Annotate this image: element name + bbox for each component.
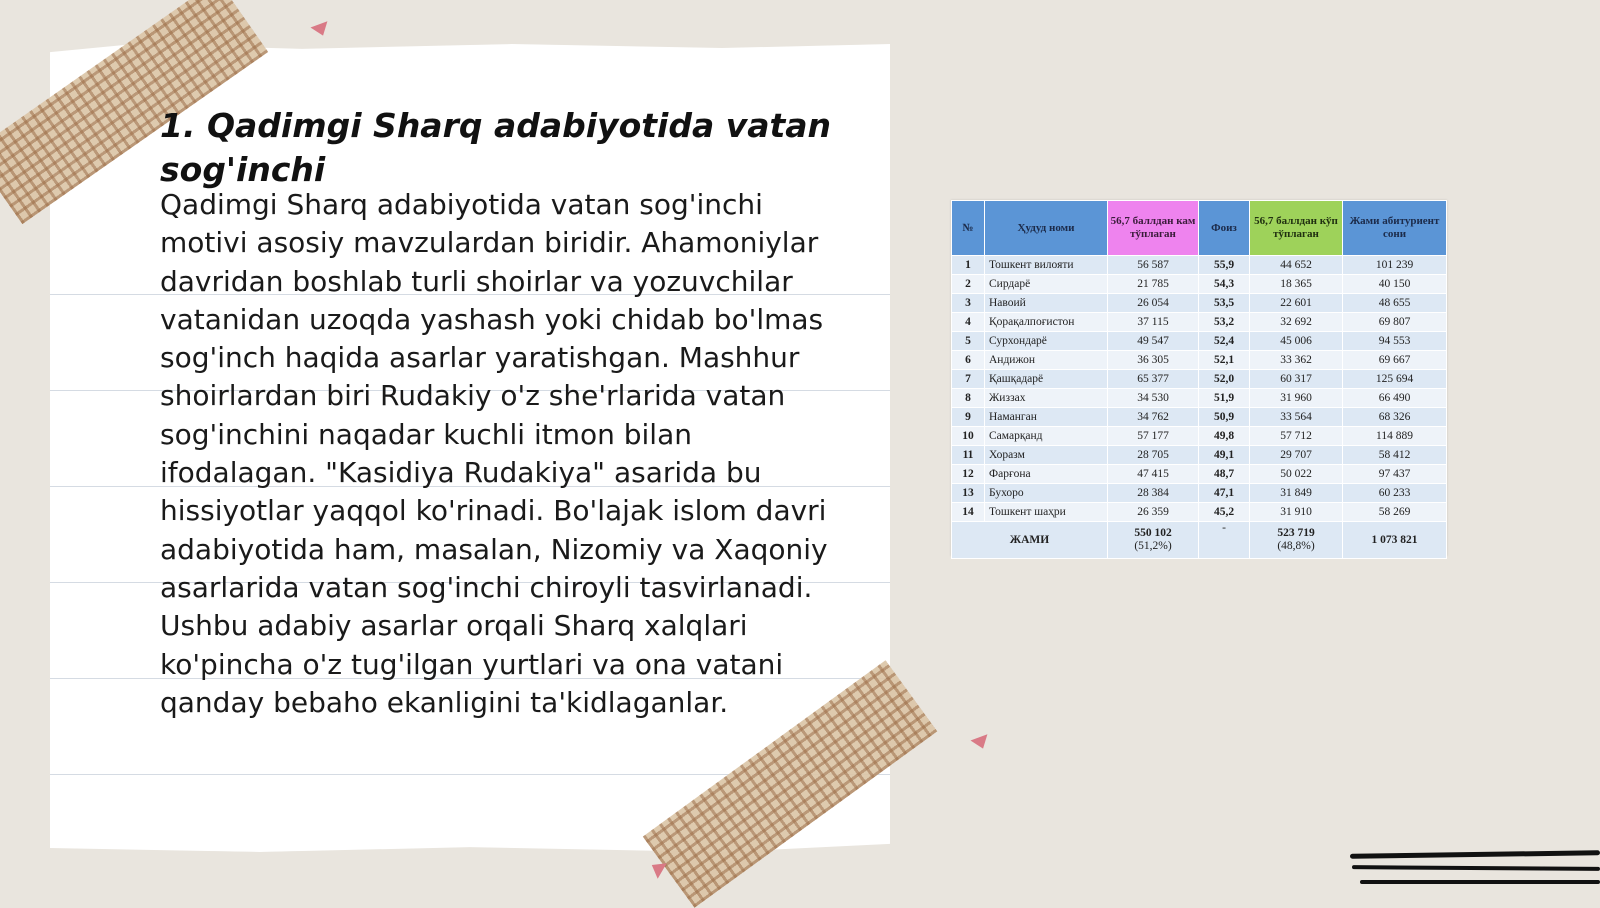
cell-region: Тошкент шаҳри (985, 503, 1108, 522)
table-row (952, 294, 1447, 313)
table-row (952, 256, 1447, 275)
table-row (952, 389, 1447, 408)
cell-total: 58 269 (1343, 503, 1447, 522)
cell-total: 114 889 (1343, 427, 1447, 446)
brush-stroke-decoration (1352, 865, 1600, 871)
cell-above: 31 910 (1250, 503, 1343, 522)
cell-num: 8 (952, 389, 985, 408)
cell-below: 34 762 (1108, 408, 1199, 427)
header-region: Ҳудуд номи (985, 201, 1108, 256)
cell-total: 60 233 (1343, 484, 1447, 503)
cell-avg: 52,0 (1199, 370, 1250, 389)
cell-above: 18 365 (1250, 275, 1343, 294)
cell-above: 22 601 (1250, 294, 1343, 313)
cell-avg: 52,4 (1199, 332, 1250, 351)
total-total: 1 073 821 (1343, 522, 1447, 559)
table-row (952, 446, 1447, 465)
total-below-pct: (51,2%) (1134, 540, 1172, 552)
cell-above: 29 707 (1250, 446, 1343, 465)
table-header-row (952, 201, 1447, 256)
table-row (952, 351, 1447, 370)
cell-num: 12 (952, 465, 985, 484)
cell-region: Хоразм (985, 446, 1108, 465)
cell-region: Қорақалпоғистон (985, 313, 1108, 332)
cell-total: 97 437 (1343, 465, 1447, 484)
header-above: 56,7 баллдан кўп тўплаган (1250, 201, 1343, 256)
cell-region: Андижон (985, 351, 1108, 370)
table-row (952, 332, 1447, 351)
cell-region: Сурхондарё (985, 332, 1108, 351)
cell-num: 3 (952, 294, 985, 313)
cell-avg: 53,2 (1199, 313, 1250, 332)
cell-num: 5 (952, 332, 985, 351)
cell-region: Фарғона (985, 465, 1108, 484)
header-num: № (952, 201, 985, 256)
cell-below: 34 530 (1108, 389, 1199, 408)
cell-above: 45 006 (1250, 332, 1343, 351)
cell-avg: 50,9 (1199, 408, 1250, 427)
cell-num: 9 (952, 408, 985, 427)
table-row (952, 465, 1447, 484)
header-total: Жами абитуриент сони (1343, 201, 1447, 256)
cell-below: 56 587 (1108, 256, 1199, 275)
table-row (952, 370, 1447, 389)
cell-avg: 54,3 (1199, 275, 1250, 294)
cell-avg: 49,1 (1199, 446, 1250, 465)
cell-num: 11 (952, 446, 985, 465)
cell-below: 57 177 (1108, 427, 1199, 446)
statistics-table (951, 200, 1447, 559)
cell-region: Тошкент вилояти (985, 256, 1108, 275)
table-row (952, 484, 1447, 503)
cell-total: 125 694 (1343, 370, 1447, 389)
table-row (952, 313, 1447, 332)
table-total-row (952, 522, 1447, 559)
cell-above: 50 022 (1250, 465, 1343, 484)
cell-total: 101 239 (1343, 256, 1447, 275)
cell-region: Қашқадарё (985, 370, 1108, 389)
cell-above: 60 317 (1250, 370, 1343, 389)
table-row (952, 275, 1447, 294)
cell-avg: 55,9 (1199, 256, 1250, 275)
cell-num: 4 (952, 313, 985, 332)
table-row (952, 408, 1447, 427)
cell-region: Жиззах (985, 389, 1108, 408)
cell-above: 57 712 (1250, 427, 1343, 446)
cell-below: 26 359 (1108, 503, 1199, 522)
statistics-table-image (951, 200, 1447, 556)
slide-title: 1. Qadimgi Sharq adabiyotida vatan sog'inchi (160, 106, 832, 189)
tape-pin-icon (970, 734, 991, 751)
cell-region: Навоий (985, 294, 1108, 313)
cell-avg: 49,8 (1199, 427, 1250, 446)
cell-above: 33 362 (1250, 351, 1343, 370)
cell-above: 44 652 (1250, 256, 1343, 275)
total-below-cell (1108, 522, 1199, 559)
cell-avg: 48,7 (1199, 465, 1250, 484)
cell-num: 2 (952, 275, 985, 294)
cell-avg: 52,1 (1199, 351, 1250, 370)
cell-num: 6 (952, 351, 985, 370)
total-above-pct: (48,8%) (1277, 540, 1315, 552)
cell-below: 49 547 (1108, 332, 1199, 351)
cell-num: 10 (952, 427, 985, 446)
table-row (952, 427, 1447, 446)
cell-below: 28 384 (1108, 484, 1199, 503)
cell-avg: 53,5 (1199, 294, 1250, 313)
cell-avg: 51,9 (1199, 389, 1250, 408)
cell-above: 31 849 (1250, 484, 1343, 503)
cell-below: 28 705 (1108, 446, 1199, 465)
cell-region: Самарқанд (985, 427, 1108, 446)
cell-num: 14 (952, 503, 985, 522)
cell-total: 94 553 (1343, 332, 1447, 351)
cell-above: 33 564 (1250, 408, 1343, 427)
cell-total: 48 655 (1343, 294, 1447, 313)
cell-below: 47 415 (1108, 465, 1199, 484)
cell-below: 21 785 (1108, 275, 1199, 294)
cell-total: 69 807 (1343, 313, 1447, 332)
cell-below: 37 115 (1108, 313, 1199, 332)
total-label: ЖАМИ (952, 522, 1108, 559)
cell-below: 26 054 (1108, 294, 1199, 313)
tape-pin-icon (310, 21, 331, 38)
cell-num: 1 (952, 256, 985, 275)
brush-stroke-decoration (1350, 850, 1600, 858)
header-avg: Фоиз (1199, 201, 1250, 256)
cell-above: 32 692 (1250, 313, 1343, 332)
total-above: 523 719 (1277, 527, 1315, 539)
cell-total: 68 326 (1343, 408, 1447, 427)
cell-total: 58 412 (1343, 446, 1447, 465)
cell-region: Бухоро (985, 484, 1108, 503)
brush-stroke-decoration (1360, 880, 1600, 884)
slide-body-text: Qadimgi Sharq adabiyotida vatan sog'inchi motivi asosiy mavzulardan biridir. Ahamoniylar davridan boshlab turli shoirlar va yozuvchilar vatanidan uzoqda yashash yoki chidab bo'lmas sog'inch haqida asarlar yaratishgan. Mashhur shoirlardan biri Rudakiy o'z she'rlarida vatan sog'inchini naqadar kuchli itmon bilan ifodalagan. "Kasidiya Rudakiya" asarida bu hissiyotlar yaqqol ko'rinadi. Bo'lajak islom davri adabiyotida ham, masalan, Nizomiy va Xaqoniy asarlarida vatan sog'inchi chiroyli tasvirlanadi. Ushbu adabiy asarlar orqali Sharq xalqlari ko'pincha o'z tug'ilgan yurtlari va ona vatani qanday bebaho ekanligini ta'kidlaganlar. (160, 188, 828, 719)
table-row (952, 503, 1447, 522)
cell-region: Наманган (985, 408, 1108, 427)
cell-below: 36 305 (1108, 351, 1199, 370)
cell-total: 69 667 (1343, 351, 1447, 370)
cell-total: 66 490 (1343, 389, 1447, 408)
total-below: 550 102 (1134, 527, 1172, 539)
cell-avg: 45,2 (1199, 503, 1250, 522)
cell-above: 31 960 (1250, 389, 1343, 408)
cell-region: Сирдарё (985, 275, 1108, 294)
total-avg: - (1199, 522, 1250, 559)
total-above-cell (1250, 522, 1343, 559)
cell-below: 65 377 (1108, 370, 1199, 389)
cell-total: 40 150 (1343, 275, 1447, 294)
header-below: 56,7 баллдан кам тўплаган (1108, 201, 1199, 256)
cell-num: 7 (952, 370, 985, 389)
cell-num: 13 (952, 484, 985, 503)
cell-avg: 47,1 (1199, 484, 1250, 503)
